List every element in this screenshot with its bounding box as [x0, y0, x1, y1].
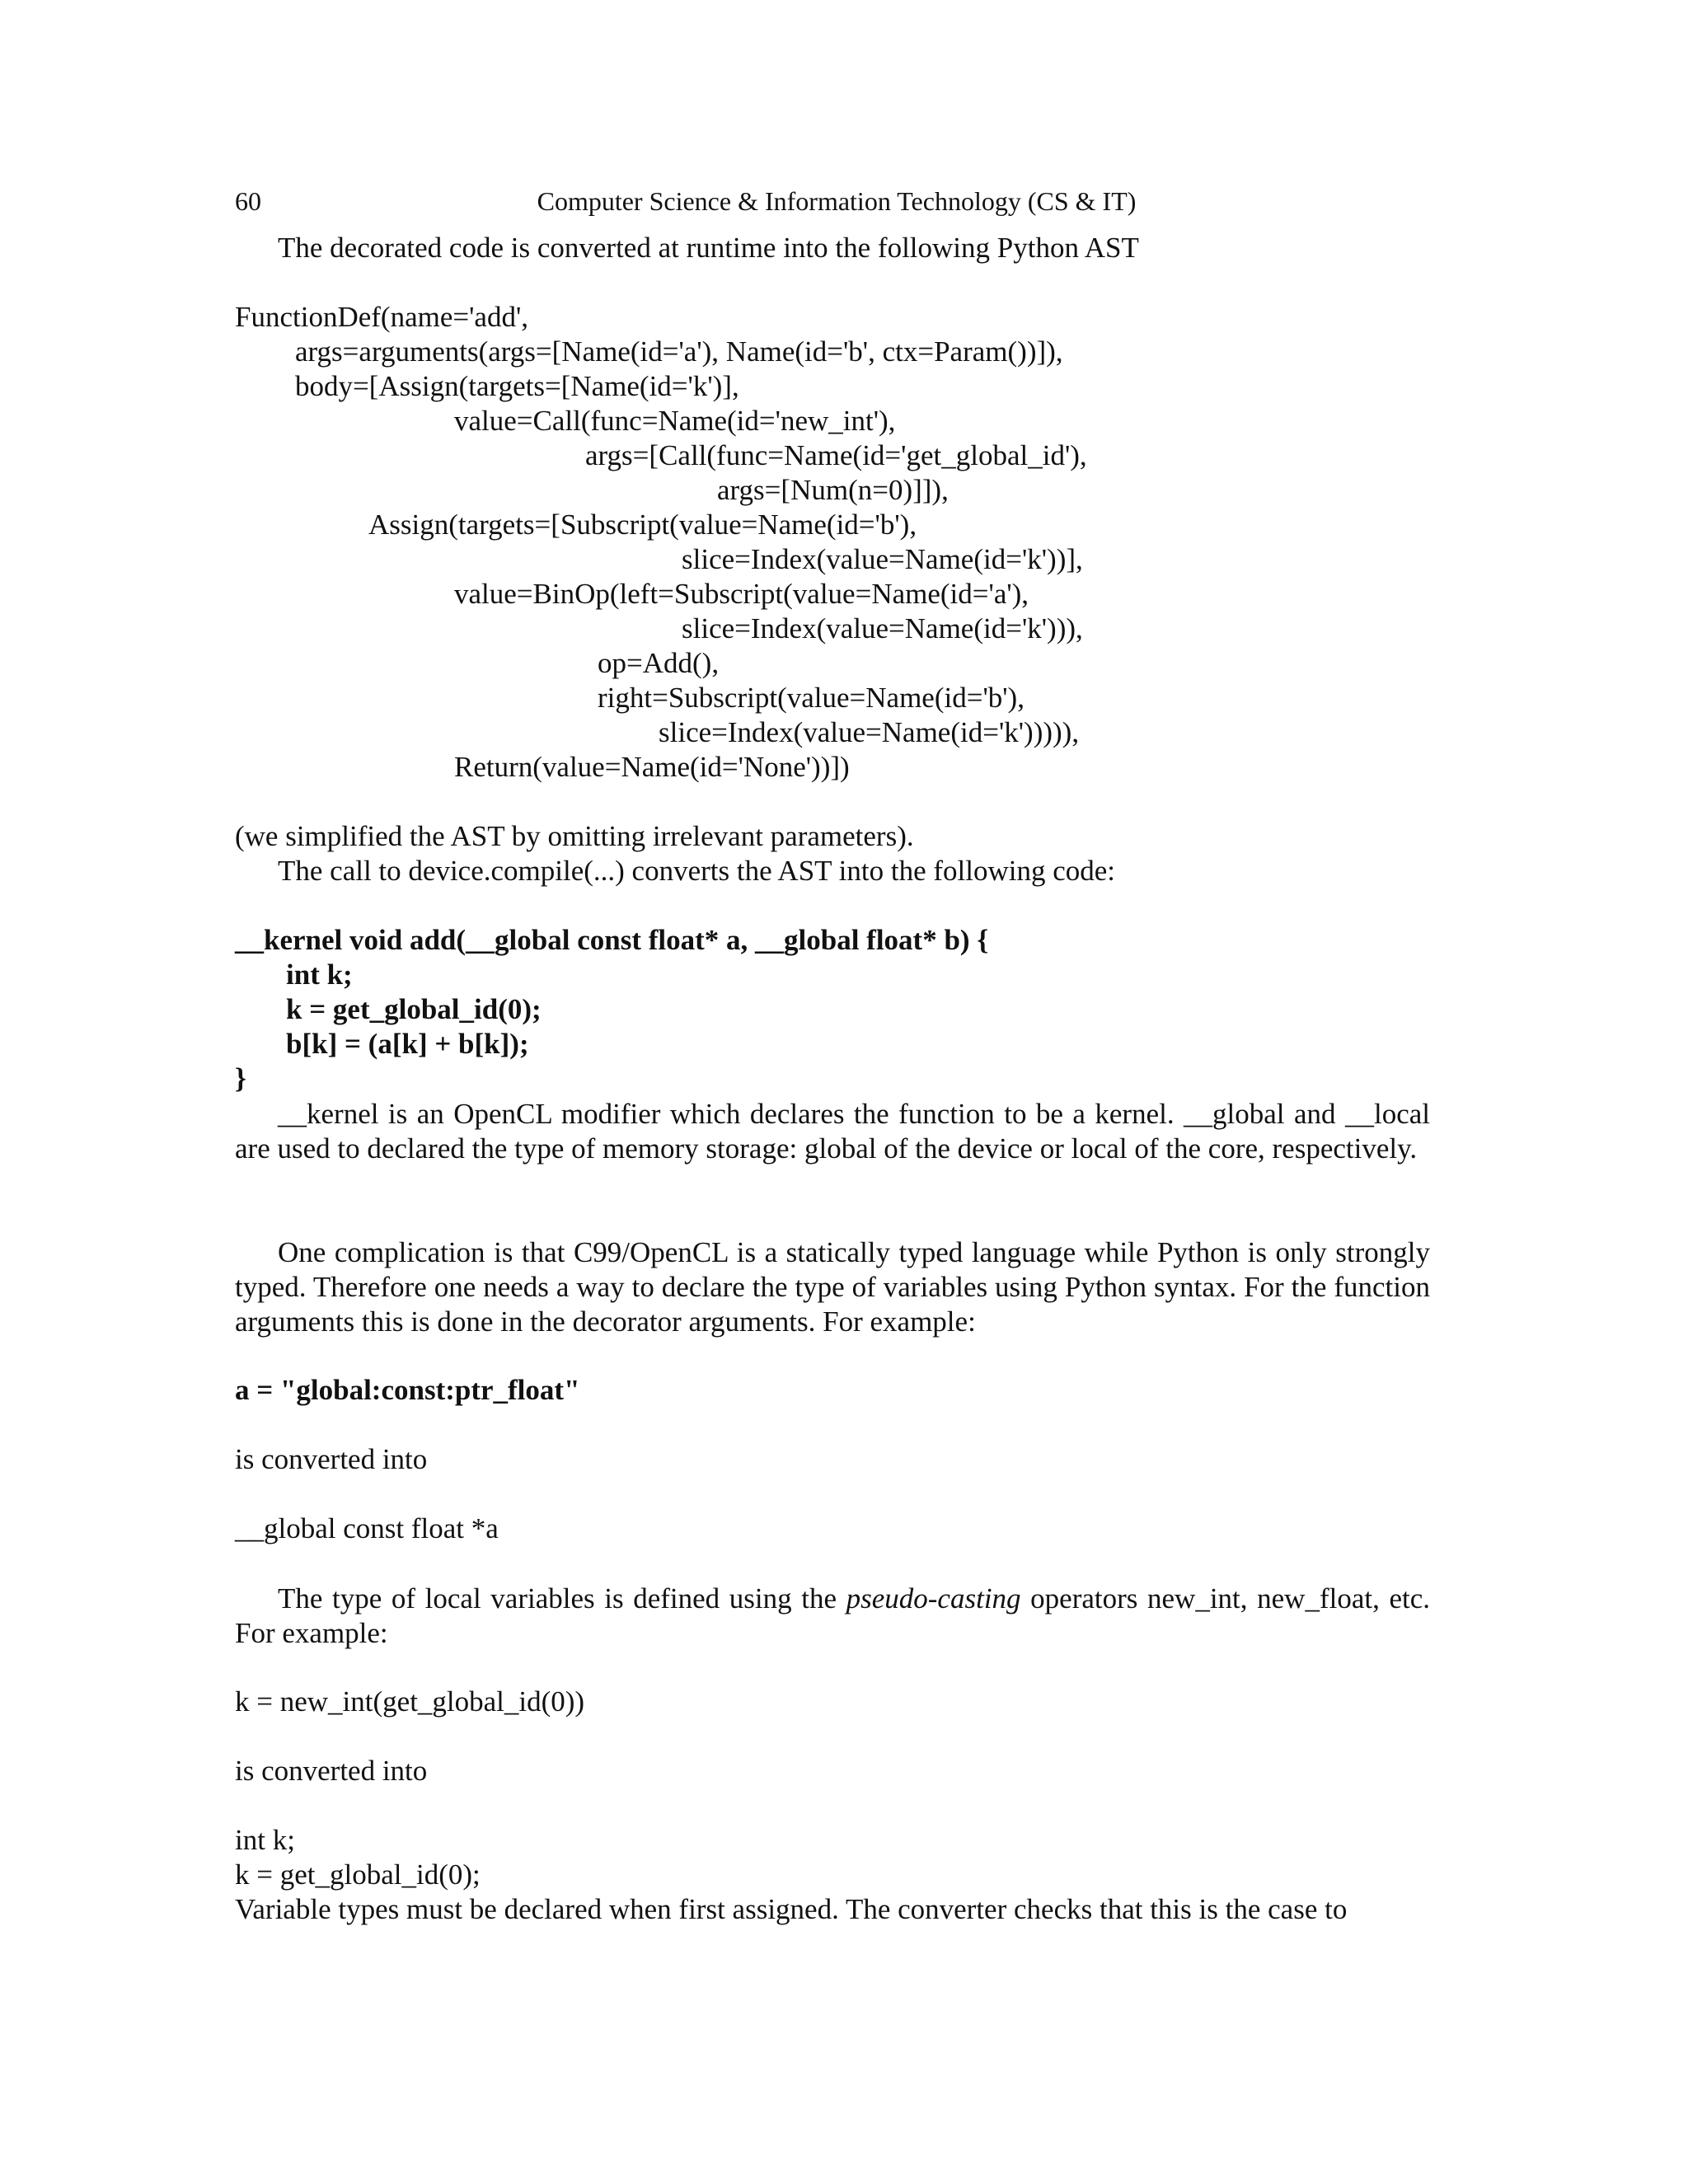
ast-line: args=[Num(n=0)]]), — [717, 474, 949, 506]
final-line: Variable types must be declared when first assigned. The converter checks that this is the case to — [235, 1893, 1348, 1925]
converted-into-label: is converted into — [235, 1755, 428, 1787]
paragraph-kernel: __kernel is an OpenCL modifier which declares the function to be a kernel. __global and __local are used to declared the type of memory storage: global of the device or local of the core, respectively. — [235, 1098, 1430, 1165]
ast-line: slice=Index(value=Name(id='k'))], — [682, 543, 1083, 575]
page-number: 60 — [235, 186, 261, 216]
ast-line: Assign(targets=[Subscript(value=Name(id='b'), — [368, 509, 917, 541]
ast-line: op=Add(), — [598, 647, 720, 679]
example-local: k = new_int(get_global_id(0)) — [235, 1685, 585, 1718]
ast-line: value=Call(func=Name(id='new_int'), — [454, 405, 896, 437]
ast-line: FunctionDef(name='add', — [235, 301, 528, 333]
ast-line: slice=Index(value=Name(id='k'))), — [682, 612, 1083, 644]
paragraph-local-emphasis: pseudo-casting — [846, 1582, 1021, 1615]
compile-line: The call to device.compile(...) converts the AST into the following code: — [278, 855, 1116, 887]
ast-line: Return(value=Name(id='None'))]) — [454, 751, 850, 783]
kernel-line: b[k] = (a[k] + b[k]); — [286, 1028, 529, 1060]
kernel-line: __kernel void add(__global const float* a, __global float* b) { — [235, 924, 989, 956]
intro-line: The decorated code is converted at runtime into the following Python AST — [278, 232, 1139, 264]
converted-into-label: is converted into — [235, 1443, 428, 1475]
ast-line: args=[Call(func=Name(id='get_global_id'), — [585, 439, 1087, 471]
ast-note: (we simplified the AST by omitting irrelevant parameters). — [235, 820, 914, 852]
paragraph-local-text: operators new_int, new_float, etc. For example: — [235, 1582, 1430, 1649]
kernel-line: } — [235, 1062, 246, 1094]
ast-line: right=Subscript(value=Name(id='b'), — [598, 682, 1025, 714]
ast-line: slice=Index(value=Name(id='k'))))), — [659, 716, 1080, 748]
example-local-c: k = get_global_id(0); — [235, 1858, 481, 1891]
paragraph-local-types — [235, 1582, 1430, 1651]
example-local-c: int k; — [235, 1824, 295, 1856]
running-head: Computer Science & Information Technology (CS & IT) — [537, 186, 1137, 216]
kernel-line: k = get_global_id(0); — [286, 993, 542, 1025]
paragraph-complication: One complication is that C99/OpenCL is a statically typed language while Python is only strongly typed. Therefore one needs a way to declare the type of variables using Python syntax. For the function arguments this is done in the decorator arguments. For example: — [235, 1236, 1430, 1338]
ast-line: args=arguments(args=[Name(id='a'), Name(id='b', ctx=Param())]), — [295, 335, 1063, 368]
ast-line: value=BinOp(left=Subscript(value=Name(id='a'), — [454, 578, 1029, 610]
example-arg: a = "global:const:ptr_float" — [235, 1374, 580, 1406]
ast-line: body=[Assign(targets=[Name(id='k')], — [295, 370, 739, 402]
kernel-line: int k; — [286, 958, 353, 991]
example-arg-c: __global const float *a — [235, 1512, 499, 1544]
page-header — [235, 183, 1438, 219]
paragraph-local-text: The type of local variables is defined using the — [278, 1582, 846, 1615]
